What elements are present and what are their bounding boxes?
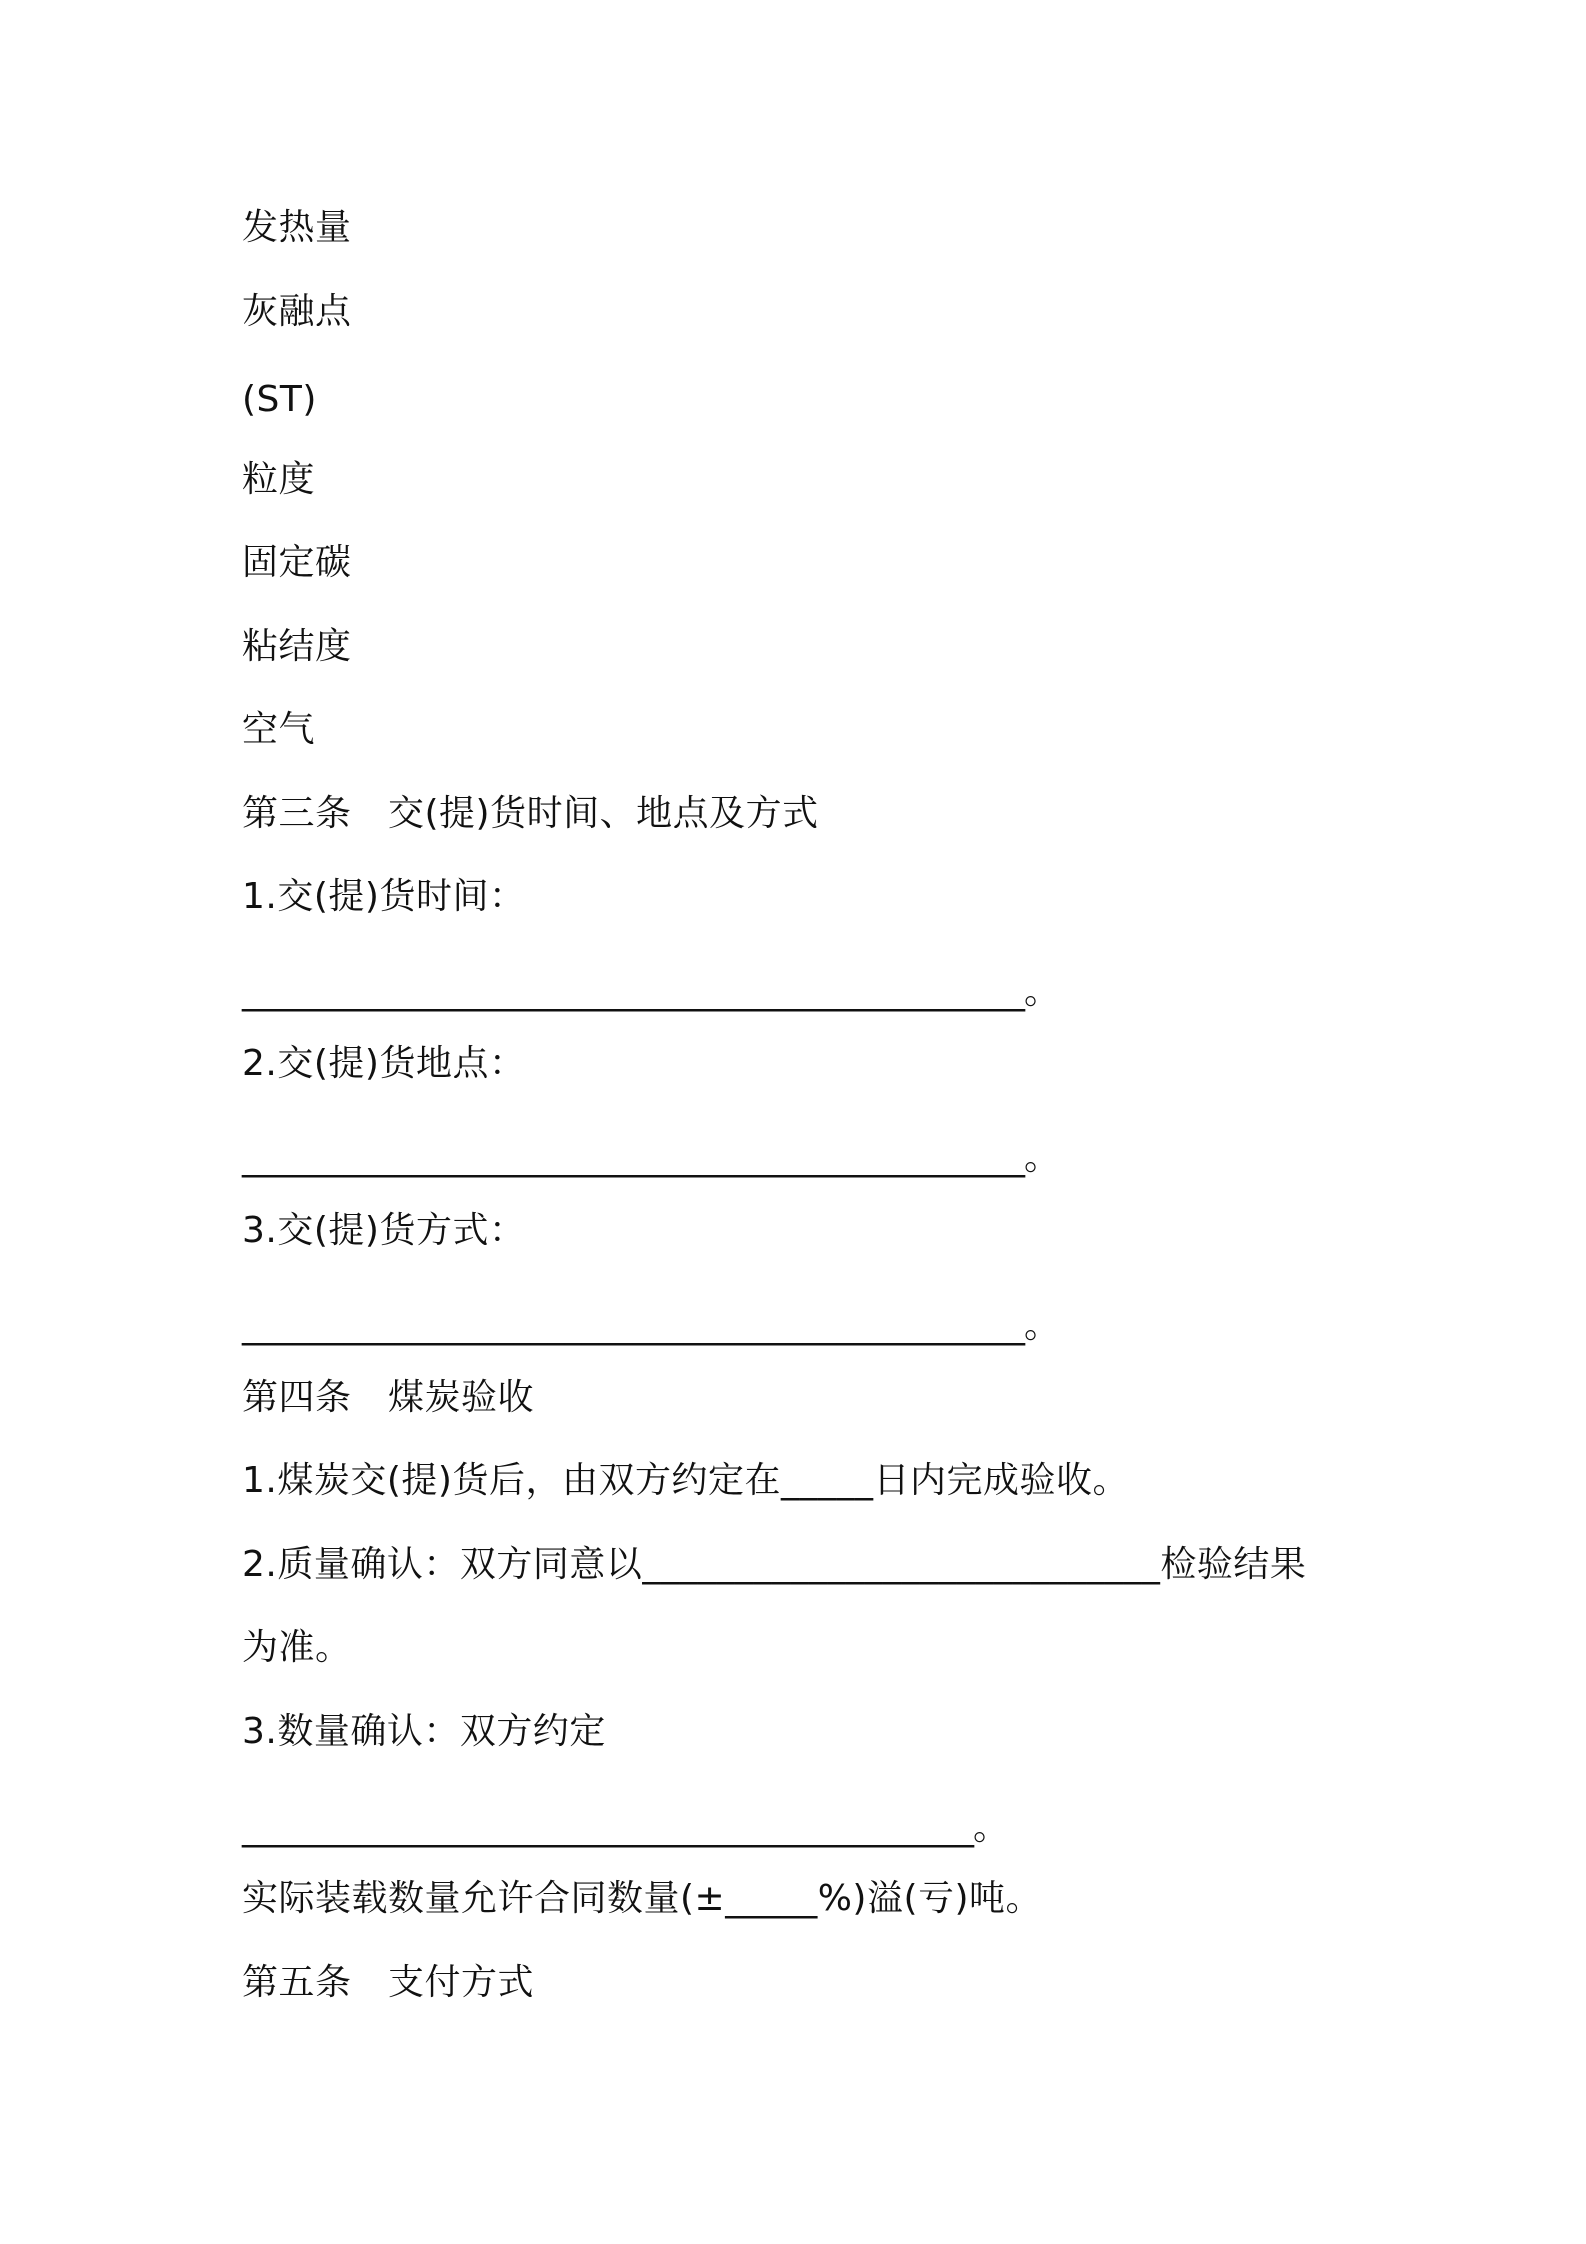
- delivery-time-blank: ______________________________________________。: [242, 971, 1059, 1012]
- item-air: 空气: [242, 709, 316, 750]
- article4-heading: 第四条 煤炭验收: [242, 1377, 535, 1418]
- quantity-tolerance: 实际装载数量允许合同数量(±_____%)溢(亏)吨。: [242, 1878, 1043, 1919]
- item-fixed-carbon: 固定碳: [242, 542, 352, 583]
- quantity-confirmation-blank: ___________________________________________。: [242, 1807, 1008, 1848]
- delivery-time-label: 1.交(提)货时间：: [242, 876, 526, 917]
- item-heat: 发热量: [242, 207, 352, 248]
- article5-heading: 第五条 支付方式: [242, 1962, 535, 2003]
- acceptance-item-1: 1.煤炭交(提)货后，由双方约定在_____日内完成验收。: [242, 1460, 1129, 1501]
- item-caking: 粘结度: [242, 626, 352, 667]
- item-st: (ST): [242, 379, 317, 420]
- item-granularity: 粒度: [242, 459, 316, 500]
- quantity-confirmation-label: 3.数量确认：双方约定: [242, 1711, 606, 1752]
- item-ash-fusion: 灰融点: [242, 291, 352, 332]
- delivery-method-blank: ______________________________________________。: [242, 1305, 1059, 1346]
- delivery-place-label: 2.交(提)货地点：: [242, 1043, 526, 1084]
- quality-confirmation: 2.质量确认：双方同意以____________________________检验结果: [242, 1544, 1307, 1585]
- article3-heading: 第三条 交(提)货时间、地点及方式: [242, 793, 819, 834]
- delivery-method-label: 3.交(提)货方式：: [242, 1210, 526, 1251]
- delivery-place-blank: ______________________________________________。: [242, 1137, 1059, 1178]
- quality-confirmation-cont: 为准。: [242, 1627, 352, 1668]
